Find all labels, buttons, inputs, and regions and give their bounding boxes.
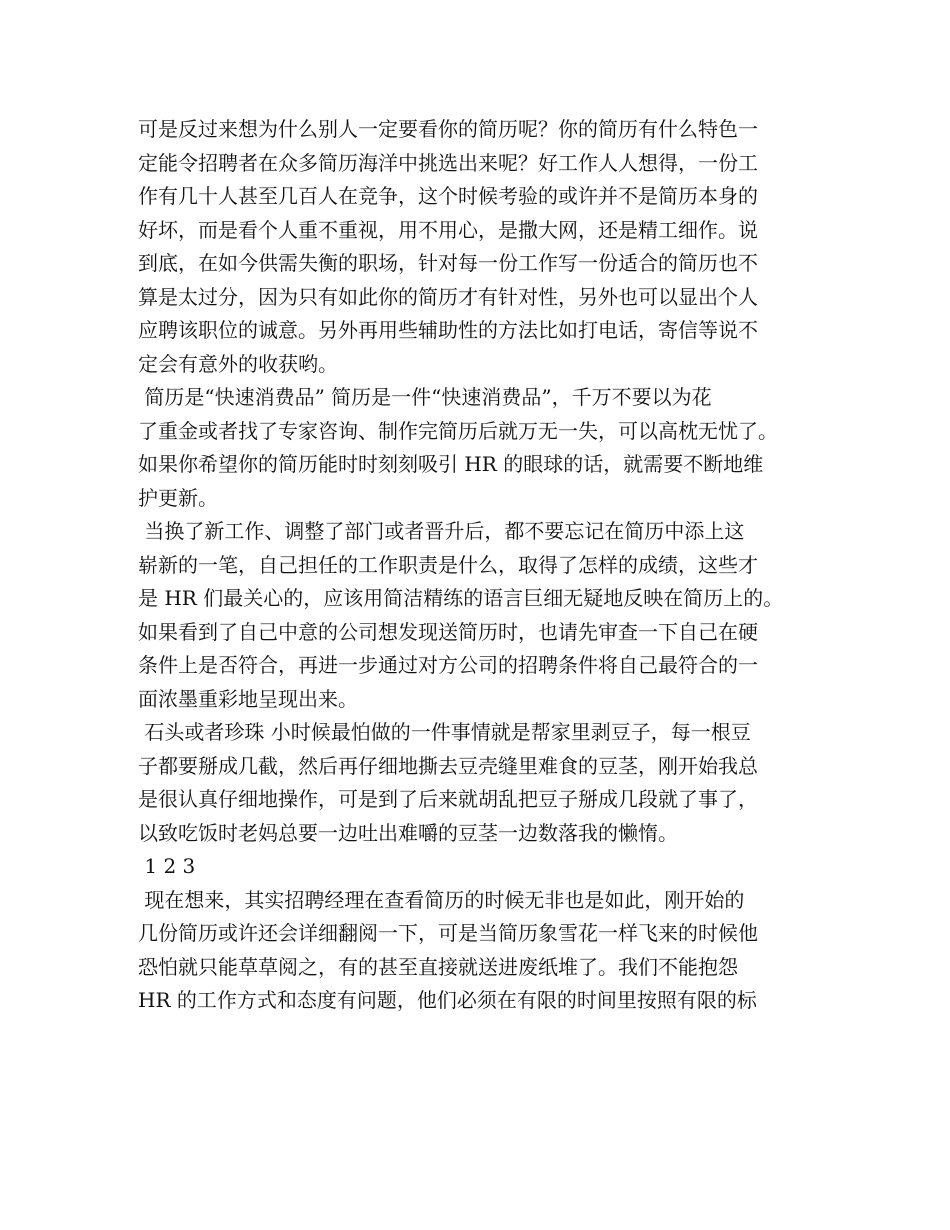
text-line: 作有几十人甚至几百人在竞争，这个时候考验的或许并不是简历本身的 bbox=[138, 184, 758, 208]
text-line: 如果你希望你的简历能时时刻刻吸引 HR 的眼球的话，就需要不断地维 bbox=[138, 452, 764, 476]
page-numbers: 1 2 3 bbox=[138, 854, 196, 878]
text-line: 定能令招聘者在众多简历海洋中挑选出来呢？好工作人人想得，一份工 bbox=[138, 150, 758, 175]
text-line: 是 HR 们最关心的，应该用简洁精练的语言巨细无疑地反映在简历上的。 bbox=[138, 586, 784, 610]
document-page bbox=[138, 113, 828, 1018]
text-line: 面浓墨重彩地呈现出来。 bbox=[138, 686, 358, 711]
text-line: 崭新的一笔，自己担任的工作职责是什么，取得了怎样的成绩，这些才 bbox=[138, 552, 758, 577]
text-line: 石头或者珍珠 小时候最怕做的一件事情就是帮家里剥豆子，每一根豆 bbox=[138, 720, 751, 744]
text-line: 到底，在如今供需失衡的职场，针对每一份工作写一份适合的简历也不 bbox=[138, 251, 758, 275]
text-line: HR 的工作方式和态度有问题，他们必须在有限的时间里按照有限的标 bbox=[138, 988, 757, 1012]
text-line: 如果看到了自己中意的公司想发现送简历时，也请先审查一下自己在硬 bbox=[138, 619, 758, 644]
text-line: 好坏，而是看个人重不重视，用不用心，是撒大网，还是精工细作。说 bbox=[138, 217, 758, 242]
text-line: 应聘该职位的诚意。另外再用些辅助性的方法比如打电话，寄信等说不 bbox=[138, 318, 758, 342]
text-line: 当换了新工作、调整了部门或者晋升后，都不要忘记在简历中添上这 bbox=[138, 519, 745, 543]
text-line: 条件上是否符合，再进一步通过对方公司的招聘条件将自己最符合的一 bbox=[138, 653, 758, 677]
text-line: 是很认真仔细地操作，可是到了后来就胡乱把豆子掰成几段就了事了， bbox=[138, 787, 758, 811]
text-line: 算是太过分，因为只有如此你的简历才有针对性，另外也可以显出个人 bbox=[138, 284, 758, 309]
text-line: 了重金或者找了专家咨询、制作完简历后就万无一失，可以高枕无忧了。 bbox=[138, 418, 778, 443]
text-line: 护更新。 bbox=[138, 485, 218, 510]
text-line: 简历是“快速消费品” 简历是一件“快速消费品”，千万不要以为花 bbox=[138, 385, 712, 409]
text-line: 现在想来，其实招聘经理在查看简历的时候无非也是如此，刚开始的 bbox=[138, 887, 745, 912]
text-line: 子都要掰成几截，然后再仔细地撕去豆壳缝里难食的豆茎，刚开始我总 bbox=[138, 753, 758, 778]
text-line: 定会有意外的收获哟。 bbox=[138, 351, 338, 376]
text-line: 恐怕就只能草草阅之，有的甚至直接就送进废纸堆了。我们不能抱怨 bbox=[138, 954, 738, 979]
text-line: 几份简历或许还会详细翻阅一下，可是当简历象雪花一样飞来的时候他 bbox=[138, 921, 758, 945]
text-line: 以致吃饭时老妈总要一边吐出难嚼的豆茎一边数落我的懒惰。 bbox=[138, 820, 678, 845]
text-line: 可是反过来想为什么别人一定要看你的简历呢？你的简历有什么特色一 bbox=[138, 117, 758, 141]
